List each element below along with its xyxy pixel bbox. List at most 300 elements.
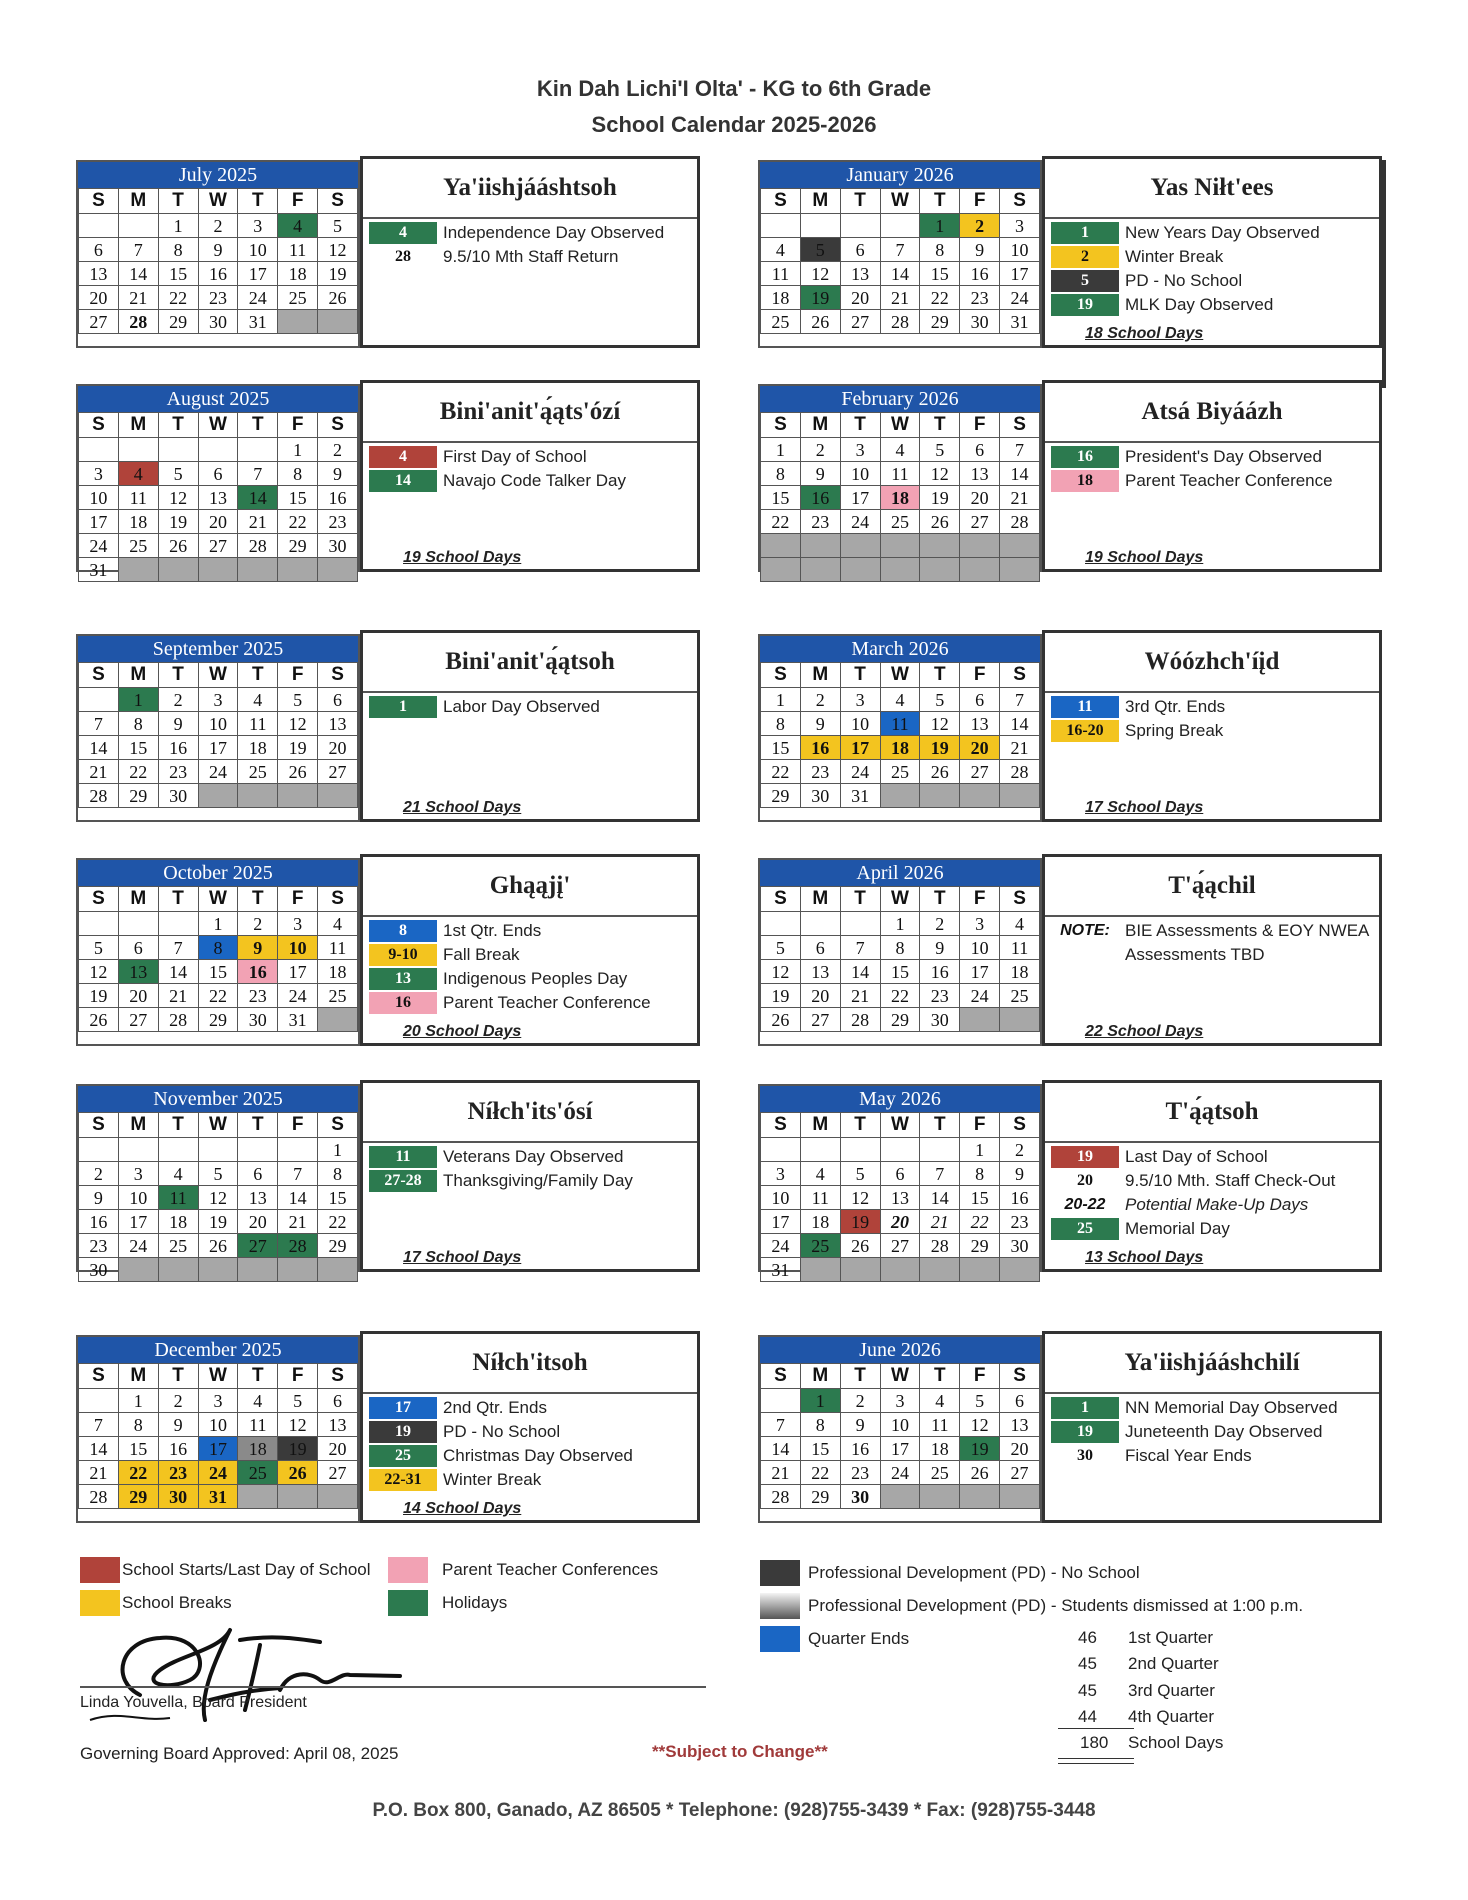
month-grid bbox=[760, 188, 1040, 334]
day-cell: 8 bbox=[118, 712, 158, 736]
day-cell: 16 bbox=[158, 1437, 198, 1461]
day-cell: 26 bbox=[840, 1234, 880, 1258]
day-cell: 21 bbox=[79, 760, 119, 784]
total-divider bbox=[1058, 1728, 1134, 1729]
weekday-header: F bbox=[278, 663, 318, 688]
weekday-header: W bbox=[198, 887, 238, 912]
event-date-badge: 18 bbox=[1051, 470, 1119, 492]
event-date-badge: 27-28 bbox=[369, 1170, 437, 1192]
day-cell: 16 bbox=[1000, 1186, 1040, 1210]
day-cell: 29 bbox=[118, 1485, 158, 1509]
day-cell: 11 bbox=[118, 486, 158, 510]
weekday-header: T bbox=[920, 413, 960, 438]
day-cell: 4 bbox=[880, 688, 920, 712]
day-cell: 21 bbox=[79, 1461, 119, 1485]
school-days-count: 17 School Days bbox=[403, 1249, 522, 1266]
weekday-header: T bbox=[840, 189, 880, 214]
month-block bbox=[76, 160, 700, 348]
day-cell: 25 bbox=[238, 1461, 278, 1485]
day-cell: 9 bbox=[840, 1413, 880, 1437]
day-cell: 18 bbox=[761, 286, 801, 310]
weekday-header: M bbox=[118, 189, 158, 214]
empty-cell bbox=[800, 558, 840, 582]
day-cell: 20 bbox=[880, 1210, 920, 1234]
legend-label-ptc: Parent Teacher Conferences bbox=[442, 1560, 659, 1579]
day-cell: 21 bbox=[840, 984, 880, 1008]
empty-cell bbox=[880, 1485, 920, 1509]
day-cell: 25 bbox=[761, 310, 801, 334]
event-row bbox=[1045, 245, 1379, 269]
day-cell: 21 bbox=[761, 1461, 801, 1485]
day-cell: 17 bbox=[960, 960, 1000, 984]
empty-cell bbox=[800, 1138, 840, 1162]
event-date-badge: 16-20 bbox=[1051, 720, 1119, 742]
weekday-header: S bbox=[761, 887, 801, 912]
event-row bbox=[1045, 269, 1379, 293]
day-cell: 6 bbox=[118, 936, 158, 960]
event-row bbox=[363, 1169, 697, 1193]
day-cell: 15 bbox=[761, 486, 801, 510]
day-cell: 27 bbox=[800, 1008, 840, 1032]
day-cell: 11 bbox=[238, 712, 278, 736]
day-cell: 26 bbox=[761, 1008, 801, 1032]
day-cell: 4 bbox=[158, 1162, 198, 1186]
weekday-header: F bbox=[960, 887, 1000, 912]
day-cell: 20 bbox=[79, 286, 119, 310]
weekday-header: T bbox=[238, 663, 278, 688]
event-date-badge: 16 bbox=[1051, 446, 1119, 468]
total-underline bbox=[1058, 1758, 1134, 1764]
day-cell: 28 bbox=[79, 1485, 119, 1509]
day-cell: 14 bbox=[1000, 462, 1040, 486]
day-cell: 9 bbox=[79, 1186, 119, 1210]
day-cell: 5 bbox=[920, 688, 960, 712]
navajo-month-name: Ya'iishjááshchilí bbox=[1045, 1334, 1379, 1394]
month-block bbox=[76, 634, 700, 822]
day-cell: 5 bbox=[920, 438, 960, 462]
month-info bbox=[1042, 1331, 1382, 1523]
day-cell: 27 bbox=[960, 760, 1000, 784]
day-cell: 23 bbox=[79, 1234, 119, 1258]
day-cell: 1 bbox=[761, 688, 801, 712]
day-cell: 8 bbox=[761, 462, 801, 486]
empty-cell bbox=[880, 214, 920, 238]
empty-cell bbox=[238, 1258, 278, 1282]
weekday-header: S bbox=[79, 413, 119, 438]
legend-swatch-ptc bbox=[388, 1557, 428, 1583]
day-cell: 26 bbox=[920, 510, 960, 534]
weekday-header: T bbox=[158, 413, 198, 438]
day-cell: 22 bbox=[318, 1210, 358, 1234]
month-name: June 2026 bbox=[760, 1337, 1040, 1363]
day-cell: 13 bbox=[960, 462, 1000, 486]
event-row bbox=[363, 1145, 697, 1169]
day-cell: 1 bbox=[800, 1389, 840, 1413]
day-cell: 12 bbox=[198, 1186, 238, 1210]
month-info bbox=[360, 1080, 700, 1272]
month-grid bbox=[760, 1112, 1040, 1282]
empty-cell bbox=[960, 558, 1000, 582]
event-date-badge: 19 bbox=[1051, 1421, 1119, 1443]
day-cell: 16 bbox=[800, 486, 840, 510]
event-row bbox=[1045, 1420, 1379, 1444]
day-cell: 18 bbox=[880, 736, 920, 760]
weekday-header: F bbox=[278, 887, 318, 912]
day-cell: 9 bbox=[800, 712, 840, 736]
month-calendar bbox=[76, 160, 360, 348]
weekday-header: S bbox=[1000, 413, 1040, 438]
day-cell: 8 bbox=[278, 462, 318, 486]
empty-cell bbox=[158, 1138, 198, 1162]
weekday-header: S bbox=[1000, 887, 1040, 912]
day-cell: 10 bbox=[198, 1413, 238, 1437]
weekday-header: T bbox=[238, 1364, 278, 1389]
event-date-badge: 25 bbox=[1051, 1218, 1119, 1240]
empty-cell bbox=[318, 558, 358, 582]
empty-cell bbox=[238, 1138, 278, 1162]
day-cell: 13 bbox=[1000, 1413, 1040, 1437]
day-cell: 31 bbox=[238, 310, 278, 334]
day-cell: 22 bbox=[920, 286, 960, 310]
day-cell: 25 bbox=[1000, 984, 1040, 1008]
month-info bbox=[1042, 1080, 1382, 1272]
empty-cell bbox=[920, 1485, 960, 1509]
quarter-2-days: 45 bbox=[1078, 1654, 1097, 1673]
day-cell: 10 bbox=[1000, 238, 1040, 262]
day-cell: 5 bbox=[278, 1389, 318, 1413]
day-cell: 5 bbox=[800, 238, 840, 262]
day-cell: 10 bbox=[79, 486, 119, 510]
day-cell: 4 bbox=[880, 438, 920, 462]
day-cell: 31 bbox=[278, 1008, 318, 1032]
event-label: PD - No School bbox=[1125, 271, 1243, 290]
day-cell: 18 bbox=[318, 960, 358, 984]
empty-cell bbox=[960, 534, 1000, 558]
day-cell: 2 bbox=[840, 1389, 880, 1413]
month-info bbox=[360, 156, 700, 348]
weekday-header: F bbox=[960, 413, 1000, 438]
day-cell: 20 bbox=[800, 984, 840, 1008]
day-cell: 1 bbox=[920, 214, 960, 238]
month-name: May 2026 bbox=[760, 1086, 1040, 1112]
day-cell: 28 bbox=[79, 784, 119, 808]
month-grid bbox=[78, 1112, 358, 1282]
empty-cell bbox=[79, 1389, 119, 1413]
weekday-header: M bbox=[118, 1364, 158, 1389]
weekday-header: S bbox=[1000, 1113, 1040, 1138]
empty-cell bbox=[278, 1258, 318, 1282]
empty-cell bbox=[318, 1008, 358, 1032]
navajo-month-name: Wóózhch'íįd bbox=[1045, 633, 1379, 693]
day-cell: 16 bbox=[79, 1210, 119, 1234]
day-cell: 29 bbox=[880, 1008, 920, 1032]
weekday-header: M bbox=[800, 413, 840, 438]
event-date-badge: 19 bbox=[1051, 1146, 1119, 1168]
day-cell: 26 bbox=[158, 534, 198, 558]
day-cell: 16 bbox=[198, 262, 238, 286]
weekday-header: M bbox=[118, 887, 158, 912]
day-cell: 2 bbox=[158, 1389, 198, 1413]
weekday-header: S bbox=[318, 189, 358, 214]
event-label: Labor Day Observed bbox=[443, 697, 600, 716]
day-cell: 6 bbox=[318, 688, 358, 712]
day-cell: 22 bbox=[960, 1210, 1000, 1234]
day-cell: 25 bbox=[880, 760, 920, 784]
quarter-4-days: 44 bbox=[1078, 1707, 1097, 1726]
day-cell: 11 bbox=[158, 1186, 198, 1210]
day-cell: 9 bbox=[158, 1413, 198, 1437]
month-info bbox=[360, 1331, 700, 1523]
empty-cell bbox=[761, 214, 801, 238]
day-cell: 11 bbox=[800, 1186, 840, 1210]
day-cell: 9 bbox=[318, 462, 358, 486]
month-calendar bbox=[758, 1335, 1042, 1523]
month-name: April 2026 bbox=[760, 860, 1040, 886]
day-cell: 24 bbox=[880, 1461, 920, 1485]
legend-label-school-breaks: School Breaks bbox=[122, 1593, 232, 1612]
event-date-badge: 4 bbox=[369, 446, 437, 468]
day-cell: 17 bbox=[278, 960, 318, 984]
weekday-header: T bbox=[238, 887, 278, 912]
day-cell: 24 bbox=[840, 760, 880, 784]
event-label: Fall Break bbox=[443, 945, 520, 964]
day-cell: 3 bbox=[79, 462, 119, 486]
event-date-badge: 4 bbox=[369, 222, 437, 244]
day-cell: 20 bbox=[318, 736, 358, 760]
month-block bbox=[758, 384, 1382, 572]
event-date-badge: 9-10 bbox=[369, 944, 437, 966]
empty-cell bbox=[840, 1258, 880, 1282]
day-cell: 13 bbox=[118, 960, 158, 984]
day-cell: 14 bbox=[79, 736, 119, 760]
day-cell: 19 bbox=[158, 510, 198, 534]
day-cell: 27 bbox=[198, 534, 238, 558]
quarter-4-label: 4th Quarter bbox=[1128, 1707, 1214, 1726]
school-days-count: 21 School Days bbox=[403, 799, 522, 816]
empty-cell bbox=[1000, 534, 1040, 558]
month-name: February 2026 bbox=[760, 386, 1040, 412]
weekday-header: T bbox=[840, 887, 880, 912]
quarter-3-days: 45 bbox=[1078, 1681, 1097, 1700]
day-cell: 12 bbox=[79, 960, 119, 984]
month-calendar bbox=[76, 384, 360, 580]
event-row bbox=[1045, 919, 1379, 943]
day-cell: 16 bbox=[238, 960, 278, 984]
day-cell: 6 bbox=[960, 688, 1000, 712]
month-block bbox=[76, 858, 700, 1046]
day-cell: 8 bbox=[761, 712, 801, 736]
day-cell: 4 bbox=[118, 462, 158, 486]
weekday-header: S bbox=[79, 189, 119, 214]
day-cell: 4 bbox=[920, 1389, 960, 1413]
empty-cell bbox=[880, 1138, 920, 1162]
day-cell: 4 bbox=[318, 912, 358, 936]
empty-cell bbox=[238, 558, 278, 582]
event-row bbox=[1045, 943, 1379, 967]
weekday-header: T bbox=[840, 1364, 880, 1389]
day-cell: 2 bbox=[920, 912, 960, 936]
weekday-header: T bbox=[920, 1364, 960, 1389]
day-cell: 9 bbox=[960, 238, 1000, 262]
empty-cell bbox=[158, 438, 198, 462]
day-cell: 1 bbox=[880, 912, 920, 936]
weekday-header: M bbox=[800, 663, 840, 688]
day-cell: 16 bbox=[920, 960, 960, 984]
subject-to-change: **Subject to Change** bbox=[652, 1742, 828, 1761]
empty-cell bbox=[761, 558, 801, 582]
day-cell: 13 bbox=[840, 262, 880, 286]
month-grid bbox=[78, 1363, 358, 1509]
event-row bbox=[363, 1444, 697, 1468]
school-days-count: 19 School Days bbox=[1085, 549, 1204, 566]
day-cell: 2 bbox=[318, 438, 358, 462]
month-block bbox=[758, 1084, 1382, 1280]
day-cell: 8 bbox=[920, 238, 960, 262]
event-date-badge: 22-31 bbox=[369, 1469, 437, 1491]
day-cell: 29 bbox=[118, 784, 158, 808]
day-cell: 15 bbox=[198, 960, 238, 984]
day-cell: 17 bbox=[198, 1437, 238, 1461]
event-row bbox=[363, 695, 697, 719]
empty-cell bbox=[960, 1485, 1000, 1509]
quarter-1-label: 1st Quarter bbox=[1128, 1628, 1214, 1647]
weekday-header: S bbox=[1000, 1364, 1040, 1389]
weekday-header: S bbox=[318, 663, 358, 688]
day-cell: 19 bbox=[960, 1437, 1000, 1461]
day-cell: 20 bbox=[840, 286, 880, 310]
weekday-header: W bbox=[880, 413, 920, 438]
day-cell: 19 bbox=[278, 1437, 318, 1461]
day-cell: 26 bbox=[79, 1008, 119, 1032]
day-cell: 21 bbox=[118, 286, 158, 310]
day-cell: 20 bbox=[118, 984, 158, 1008]
day-cell: 25 bbox=[238, 760, 278, 784]
weekday-header: S bbox=[761, 1113, 801, 1138]
weekday-header: T bbox=[238, 189, 278, 214]
empty-cell bbox=[278, 1485, 318, 1509]
contact-footer: P.O. Box 800, Ganado, AZ 86505 * Telephone: (928)755-3439 * Fax: (928)755-3448 bbox=[372, 1800, 1096, 1821]
day-cell: 25 bbox=[800, 1234, 840, 1258]
day-cell: 12 bbox=[158, 486, 198, 510]
day-cell: 14 bbox=[880, 262, 920, 286]
month-info bbox=[360, 630, 700, 822]
day-cell: 3 bbox=[840, 438, 880, 462]
weekday-header: M bbox=[118, 413, 158, 438]
weekday-header: T bbox=[920, 1113, 960, 1138]
event-label: First Day of School bbox=[443, 447, 587, 466]
month-info bbox=[1042, 854, 1382, 1046]
empty-cell bbox=[158, 558, 198, 582]
month-block bbox=[758, 160, 1382, 348]
day-cell: 30 bbox=[238, 1008, 278, 1032]
empty-cell bbox=[960, 784, 1000, 808]
day-cell: 11 bbox=[761, 262, 801, 286]
day-cell: 2 bbox=[960, 214, 1000, 238]
event-label: MLK Day Observed bbox=[1125, 295, 1274, 314]
day-cell: 23 bbox=[158, 1461, 198, 1485]
day-cell: 8 bbox=[800, 1413, 840, 1437]
weekday-header: S bbox=[318, 413, 358, 438]
day-cell: 15 bbox=[920, 262, 960, 286]
day-cell: 26 bbox=[920, 760, 960, 784]
day-cell: 14 bbox=[238, 486, 278, 510]
day-cell: 25 bbox=[318, 984, 358, 1008]
day-cell: 10 bbox=[840, 462, 880, 486]
day-cell: 19 bbox=[198, 1210, 238, 1234]
empty-cell bbox=[278, 784, 318, 808]
day-cell: 6 bbox=[800, 936, 840, 960]
event-date-badge: 1 bbox=[369, 696, 437, 718]
empty-cell bbox=[840, 558, 880, 582]
event-label: Winter Break bbox=[1125, 247, 1224, 266]
weekday-header: M bbox=[800, 189, 840, 214]
weekday-header: W bbox=[198, 1364, 238, 1389]
day-cell: 10 bbox=[761, 1186, 801, 1210]
month-info bbox=[1042, 630, 1382, 822]
event-date-badge: 17 bbox=[369, 1397, 437, 1419]
day-cell: 30 bbox=[800, 784, 840, 808]
day-cell: 17 bbox=[118, 1210, 158, 1234]
day-cell: 2 bbox=[158, 688, 198, 712]
month-info bbox=[1042, 156, 1382, 348]
day-cell: 24 bbox=[198, 1461, 238, 1485]
day-cell: 14 bbox=[118, 262, 158, 286]
legend-swatch-pd-no-school bbox=[760, 1560, 800, 1586]
weekday-header: T bbox=[158, 663, 198, 688]
month-calendar bbox=[76, 1335, 360, 1523]
day-cell: 12 bbox=[318, 238, 358, 262]
day-cell: 6 bbox=[880, 1162, 920, 1186]
weekday-header: F bbox=[278, 1113, 318, 1138]
day-cell: 13 bbox=[960, 712, 1000, 736]
event-label: PD - No School bbox=[443, 1422, 561, 1441]
day-cell: 6 bbox=[79, 238, 119, 262]
day-cell: 26 bbox=[960, 1461, 1000, 1485]
empty-cell bbox=[318, 784, 358, 808]
day-cell: 22 bbox=[880, 984, 920, 1008]
empty-cell bbox=[920, 534, 960, 558]
event-label: 3rd Qtr. Ends bbox=[1125, 697, 1226, 716]
month-calendar bbox=[758, 1084, 1042, 1280]
event-row bbox=[1045, 1169, 1379, 1193]
day-cell: 13 bbox=[318, 1413, 358, 1437]
quarter-2-label: 2nd Quarter bbox=[1128, 1654, 1219, 1673]
day-cell: 17 bbox=[761, 1210, 801, 1234]
weekday-header: T bbox=[920, 887, 960, 912]
day-cell: 24 bbox=[278, 984, 318, 1008]
empty-cell bbox=[79, 912, 119, 936]
event-label: Potential Make-Up Days bbox=[1125, 1195, 1309, 1214]
day-cell: 12 bbox=[920, 462, 960, 486]
day-cell: 11 bbox=[238, 1413, 278, 1437]
event-date-badge: 14 bbox=[369, 470, 437, 492]
day-cell: 18 bbox=[880, 486, 920, 510]
day-cell: 20 bbox=[318, 1437, 358, 1461]
day-cell: 1 bbox=[118, 688, 158, 712]
weekday-header: F bbox=[960, 189, 1000, 214]
day-cell: 27 bbox=[238, 1234, 278, 1258]
day-cell: 4 bbox=[238, 1389, 278, 1413]
day-cell: 30 bbox=[79, 1258, 119, 1282]
event-label: BIE Assessments & EOY NWEA bbox=[1125, 921, 1370, 940]
empty-cell bbox=[158, 1258, 198, 1282]
day-cell: 24 bbox=[198, 760, 238, 784]
day-cell: 25 bbox=[278, 286, 318, 310]
weekday-header: M bbox=[800, 1113, 840, 1138]
day-cell: 19 bbox=[318, 262, 358, 286]
weekday-header: S bbox=[79, 663, 119, 688]
school-days-count: 19 School Days bbox=[403, 549, 522, 566]
